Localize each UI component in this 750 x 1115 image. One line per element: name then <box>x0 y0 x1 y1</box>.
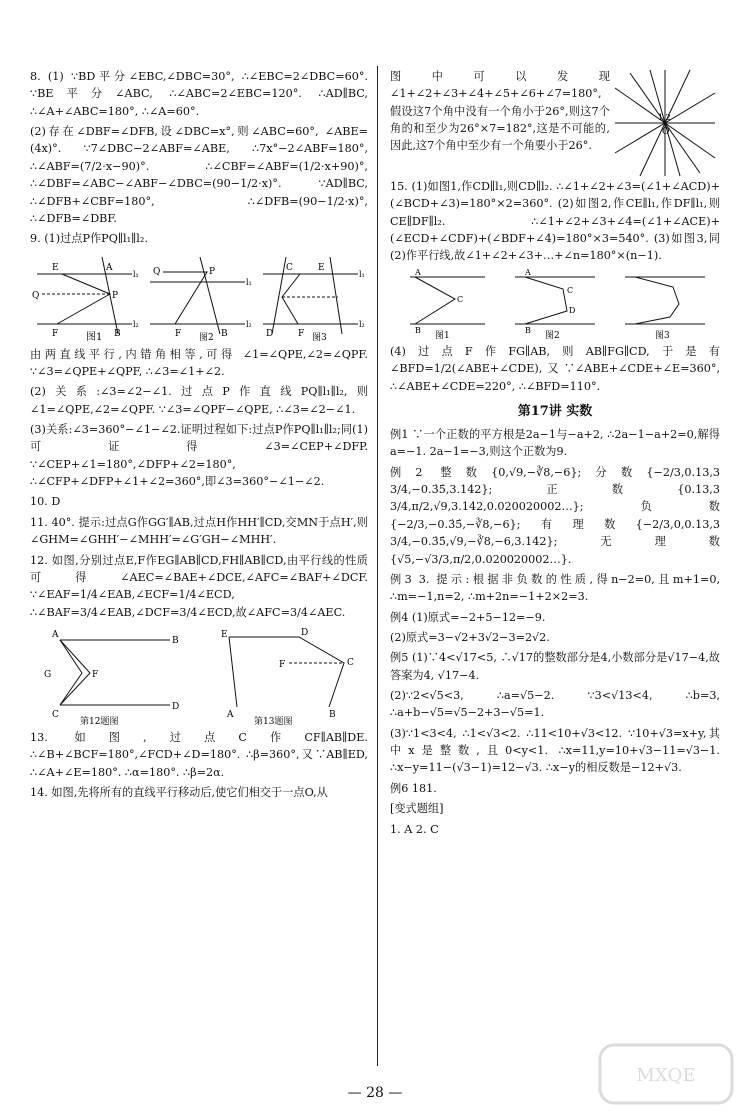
q9-part2: 由两直线平行,内错角相等,可得 ∠1=∠QPE,∠2=∠QPF. ∵∠3=∠QPE+∠QPF, ∴∠3=∠1+∠2. <box>30 347 368 378</box>
fig13-label: 第13题图 <box>253 716 292 725</box>
svg-text:B: B <box>328 709 336 720</box>
svg-text:P: P <box>112 290 119 301</box>
q9-figures <box>30 252 368 342</box>
q14-answer: 14. 如图,先将所有的直线平行移动后,使它们相交于一点O,从 <box>30 786 328 800</box>
q15-fig3-label: 图3 <box>655 330 670 339</box>
svg-text:D: D <box>265 328 273 339</box>
svg-text:B: B <box>171 635 179 646</box>
svg-text:F: F <box>174 328 182 339</box>
svg-text:F: F <box>52 328 59 339</box>
svg-text:l₂: l₂ <box>245 319 252 329</box>
example-6: 例6 181. <box>390 781 437 795</box>
q9-part3: (2)关系:∠3=∠2−∠1.过点P作直线PQ∥l₁∥l₂,则∠1=∠QPE,∠2=∠QPF. ∵∠3=∠QPF−∠QPE, ∴∠3=∠2−∠1. <box>30 385 368 416</box>
q9-figure-3 <box>258 252 366 342</box>
q15-figure-1 <box>395 269 495 339</box>
q15-figures <box>390 269 720 339</box>
svg-text:A: A <box>106 262 113 273</box>
svg-text:B: B <box>525 325 531 335</box>
example-3: 例3 3. 提示:根据非负数的性质,得n−2=0,且m+1=0, ∴m=−1,n=2, ∴m+2n=−1+2×2=3. <box>390 572 720 604</box>
svg-text:C: C <box>567 285 574 295</box>
q14-figure <box>610 68 720 178</box>
svg-text:B: B <box>114 328 121 339</box>
svg-text:l₁: l₁ <box>245 277 252 287</box>
q13-answer: 13. 如图,过点C作CF∥AB∥DE. ∴∠B+∠BCF=180°,∠FCD+∠D=180°. ∴β=360°,又∵AB∥ED, ∴∠A+∠E=180°. ∴α=180°. ∴β=2α. <box>30 730 368 779</box>
example-4-part1: 例4 (1)原式=−2+5−12=−9. <box>390 610 546 624</box>
q15-fig2-label: 图2 <box>545 330 560 339</box>
svg-text:A: A <box>51 629 58 640</box>
q9-figure-1 <box>32 252 140 342</box>
svg-text:A: A <box>415 268 421 277</box>
svg-text:D: D <box>569 305 576 315</box>
svg-text:G: G <box>43 669 51 680</box>
page-number: — 28 — <box>347 1085 403 1101</box>
right-column <box>390 68 720 841</box>
q9-fig3-label: 图3 <box>311 332 327 342</box>
example-5-part2: (2)∵2<√5<3, ∴a=√5−2. ∵3<√13<4, ∴b=3, ∴a+b−√5=√5−2+3−√5=1. <box>390 689 720 720</box>
svg-text:B: B <box>415 325 421 335</box>
svg-text:l₂: l₂ <box>358 319 365 329</box>
q8-part1: 8. (1) ∵BD平分∠EBC,∠DBC=30°, ∴∠EBC=2∠DBC=60°. ∵BE平分∠ABC, ∴∠ABC=2∠EBC=120°. ∴AD∥BC, ∴∠A+∠ABC=180°, ∴∠A=60°. <box>30 70 368 118</box>
q15-part1: 15. (1)如图1,作CD∥l₁,则CD∥l₂. ∴∠1+∠2+∠3=(∠1+∠ACD)+(∠BCD+∠3)=180°×2=360°. (2)如图2,作CE∥l₁,作DF∥l₁,则CE∥DF∥l₂. ∴∠1+∠2+∠3+∠4=(∠1+∠ACE)+(∠ECD+∠CDF)+(∠BDF+∠4)=180°×3=540°. (3)如图3,同(2)作平行线,故∠1+∠2+∠3+…+∠n=180°×(n−1). <box>390 180 720 263</box>
variant-answers: 1. A 2. C <box>390 822 439 836</box>
svg-text:l₁: l₁ <box>358 269 365 279</box>
svg-text:O: O <box>662 127 670 137</box>
watermark-logo <box>596 1039 736 1109</box>
example-1: 例1 ∵一个正数的平方根是2a−1与−a+2, ∴2a−1−a+2=0,解得a=−1. 2a−1=−3,则这个正数为9. <box>390 428 720 459</box>
svg-text:D: D <box>171 701 179 712</box>
svg-text:Q: Q <box>32 290 40 301</box>
svg-text:B: B <box>220 328 228 339</box>
q9-part4: (3)关系:∠3=360°−∠1−∠2.证明过程如下:过点P作PQ∥l₁∥l₂;同(1)可证得∠3=∠CEP+∠DFP. ∵∠CEP+∠1=180°,∠DFP+∠2=180°, ∴∠CFP+∠DFP+∠1+∠2=360°,即∠3=360°−∠1−∠2. <box>30 423 368 489</box>
q9-part1: 9. (1)过点P作PQ∥l₁∥l₂. <box>30 232 148 246</box>
q12-figure <box>40 625 190 725</box>
svg-text:F: F <box>297 328 304 339</box>
q8-part2: (2)存在∠DBF=∠DFB,设∠DBC=x°,则∠ABC=60°, ∠ABE=(4x)°. ∵7∠DBC−2∠ABF=∠ABE, ∴7x°−2∠ABF=180°, ∴∠ABF=(7/2·x−90)°. ∴∠CBF=∠ABF=(1/2·x+90)°, ∴∠DBF=∠ABC−∠ABF−∠DBC=(90−1/2·x)°. ∵AD∥BC, ∴∠DFB+∠CBF=180°, ∴∠DFB=(90−1/2·x)°, ∴∠DFB=∠DBF. <box>30 125 368 225</box>
lecture-title: 第17讲 实数 <box>517 403 593 419</box>
svg-text:E: E <box>317 262 325 273</box>
left-column <box>30 68 368 804</box>
q12-q13-figures <box>30 625 368 725</box>
svg-text:MXQE: MXQE <box>636 1065 696 1086</box>
column-divider <box>377 66 378 1066</box>
q9-fig2-label: 图2 <box>198 332 214 342</box>
svg-text:1 2: 1 2 <box>658 113 671 122</box>
q9-fig1-label: 图1 <box>86 331 103 342</box>
q15-fig1-label: 图1 <box>435 330 450 339</box>
svg-text:E: E <box>220 629 228 640</box>
example-5-part1: 例5 (1)∵4<√17<5, ∴√17的整数部分是4,小数部分是√17−4,故答案为4, √17−4. <box>390 651 720 682</box>
svg-text:C: C <box>51 709 59 720</box>
svg-text:C: C <box>285 262 293 273</box>
svg-text:A: A <box>226 709 233 720</box>
svg-text:P: P <box>208 266 216 277</box>
svg-text:l₂: l₂ <box>133 319 140 329</box>
example-4-part2: (2)原式=3−√2+3√2−3=2√2. <box>390 630 550 644</box>
svg-text:C: C <box>346 657 354 668</box>
q9-figure-2 <box>145 252 253 342</box>
svg-text:E: E <box>52 262 59 273</box>
svg-text:A: A <box>525 268 531 277</box>
q10-answer: 10. D <box>30 495 61 509</box>
svg-text:l₁: l₁ <box>133 269 140 279</box>
q15-figure-2 <box>505 269 605 339</box>
fig12-label: 第12题图 <box>79 716 118 725</box>
example-5-part3: (3)∵1<3<4, ∴1<√3<2. ∴11<10+√3<12. ∵10+√3=x+y,其中x是整数,且0<y<1. ∴x=11,y=10+√3−11=√3−1. ∴x−y=11−(√3−1)=12−√3. ∴x−y的相反数是−12+√3. <box>390 726 720 775</box>
q13-figure <box>209 625 359 725</box>
svg-text:C: C <box>457 294 464 304</box>
svg-text:Q: Q <box>152 266 161 277</box>
example-2: 例2 整数{0,√9,−∛8,−6};分数{−2/3,0.13,3 3/4,−0.3̇5̇,3.142};正数{0.13,3 3/4,π/2,√9,3.142,0.020020002…};负数{−2/3,−0.3̇5̇,−∛8,−6};有理数{−2/3,0,0.13,3 3/4,−0.3̇5̇,√9,−∛8,−6,3.142};无理数{√5,−√3/3,π/2,0.020020002…}. <box>390 465 720 566</box>
q11-answer: 11. 40°. 提示:过点G作GG′∥AB,过点H作HH′∥CD,交MN于点H′,则∠GHM=∠GHH′−∠MHH′=∠G′GH−∠MHH′. <box>30 515 368 547</box>
variant-heading: [变式题组] <box>390 802 444 816</box>
q15-part2: (4)过点F作FG∥AB,则AB∥FG∥CD,于是有∠BFD=1/2(∠ABE+∠CDE),又∵∠ABE+∠CDE+∠E=360°, ∴∠ABE+∠CDE=220°, ∴∠BFD=110°. <box>390 344 720 393</box>
svg-text:F: F <box>91 669 98 680</box>
svg-text:F: F <box>278 659 285 670</box>
q12-answer: 12. 如图,分别过点E,F作EG∥AB∥CD,FH∥AB∥CD,由平行线的性质可得∠AEC=∠BAE+∠DCE,∠AFC=∠BAF+∠DCF. ∵∠EAF=1/4∠EAB,∠ECF=1/4∠ECD, ∴∠BAF=3/4∠EAB,∠DCF=3/4∠ECD,故∠AFC=3/4∠AEC. <box>30 553 368 619</box>
q15-figure-3 <box>615 269 715 339</box>
q14-block <box>390 68 720 178</box>
svg-text:D: D <box>300 627 308 638</box>
q14-continued: 图中可以发现∠1+∠2+∠3+∠4+∠5+∠6+∠7=180°,假设这7个角中没有一个角小于26°,则这7个角的和至少为26°×7=182°,这是不可能的,因此,这7个角中至少有一个角要小于26°. <box>390 70 610 153</box>
